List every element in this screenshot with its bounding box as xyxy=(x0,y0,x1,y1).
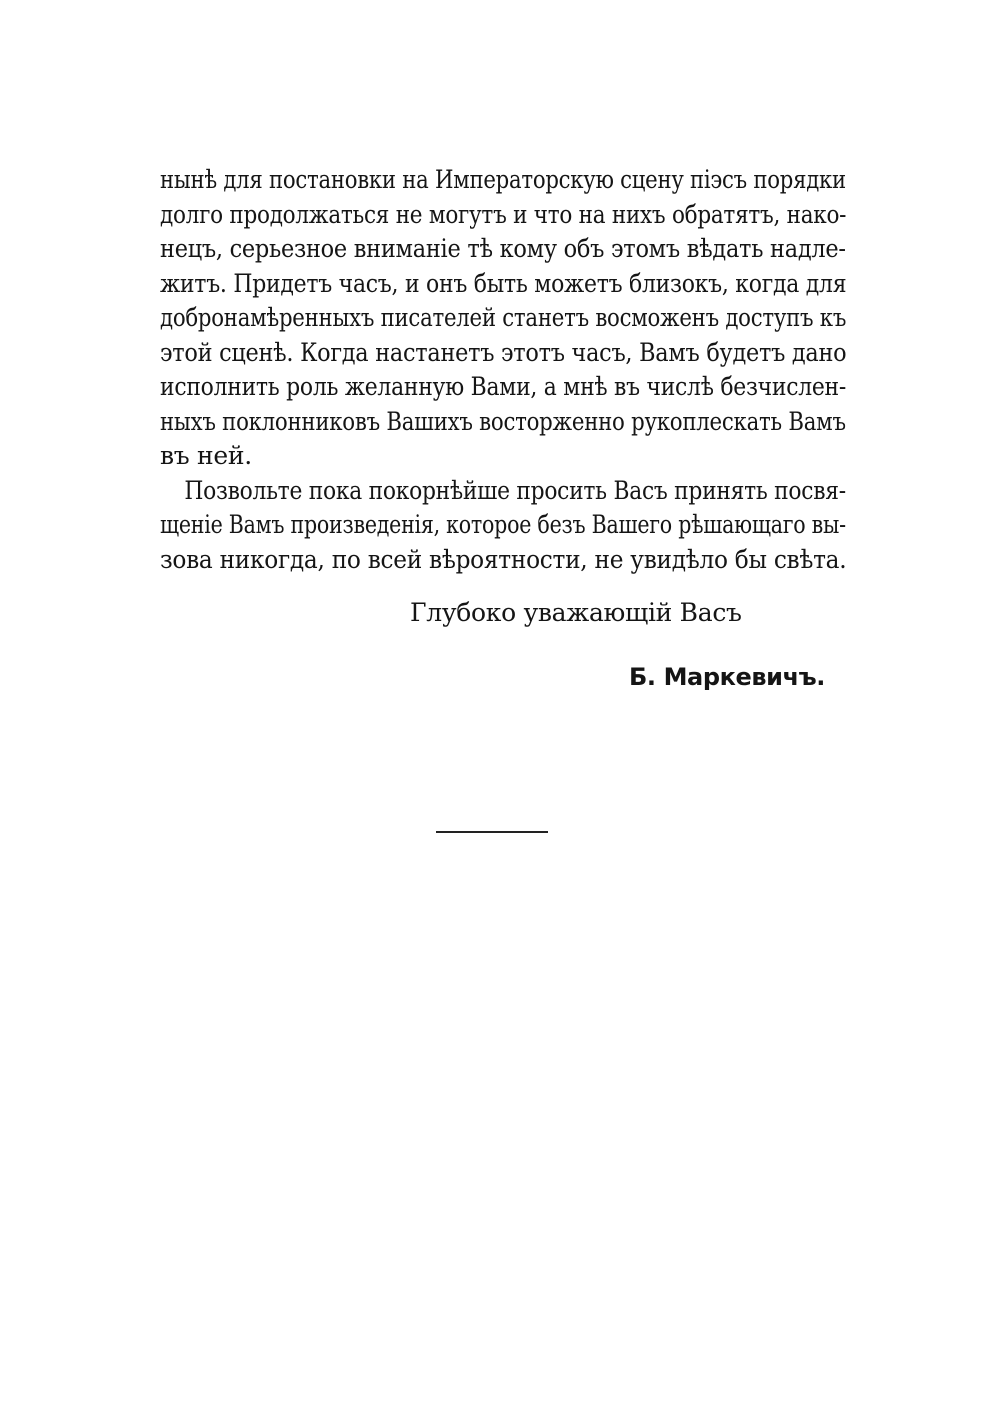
body-line-2: долго продолжаться не могутъ и что на нихъ обратятъ, нако- xyxy=(160,199,847,229)
body-line-12: зова никогда, по всей вѣроятности, не увидѣло бы свѣта. xyxy=(160,544,847,574)
author-signature: Б. Маркевичъ. xyxy=(629,663,826,691)
body-line-5: добронамѣренныхъ писателей станетъ восможенъ доступъ къ xyxy=(160,303,847,332)
body-line-6: этой сценѣ. Когда настанетъ этотъ часъ, Вамъ будетъ дано xyxy=(160,337,847,367)
body-line-8: ныхъ поклонниковъ Вашихъ восторженно рукоплескать Вамъ xyxy=(160,406,846,436)
body-line-4: житъ. Придетъ часъ, и онъ быть можетъ близокъ, когда для xyxy=(160,268,847,298)
closing-salutation: Глубоко уважающiй Васъ xyxy=(410,598,742,627)
letter-body xyxy=(160,163,846,577)
body-line-7: исполнить роль желанную Вами, а мнѣ въ числѣ безчислен- xyxy=(160,372,847,401)
body-line-11: щенiе Вамъ произведенiя, которое безъ Вашего рѣшающаго вы- xyxy=(160,510,846,539)
body-line-9: въ ней. xyxy=(160,441,252,470)
body-line-1: нынѣ для постановки на Императорскую сцену пiэсъ порядки xyxy=(160,165,846,194)
section-divider xyxy=(436,831,548,833)
body-line-3: нецъ, серьезное вниманiе тѣ кому объ этомъ вѣдать надле- xyxy=(160,234,846,263)
body-line-10: Позвольте пока покорнѣйше просить Васъ принять посвя- xyxy=(184,475,846,505)
